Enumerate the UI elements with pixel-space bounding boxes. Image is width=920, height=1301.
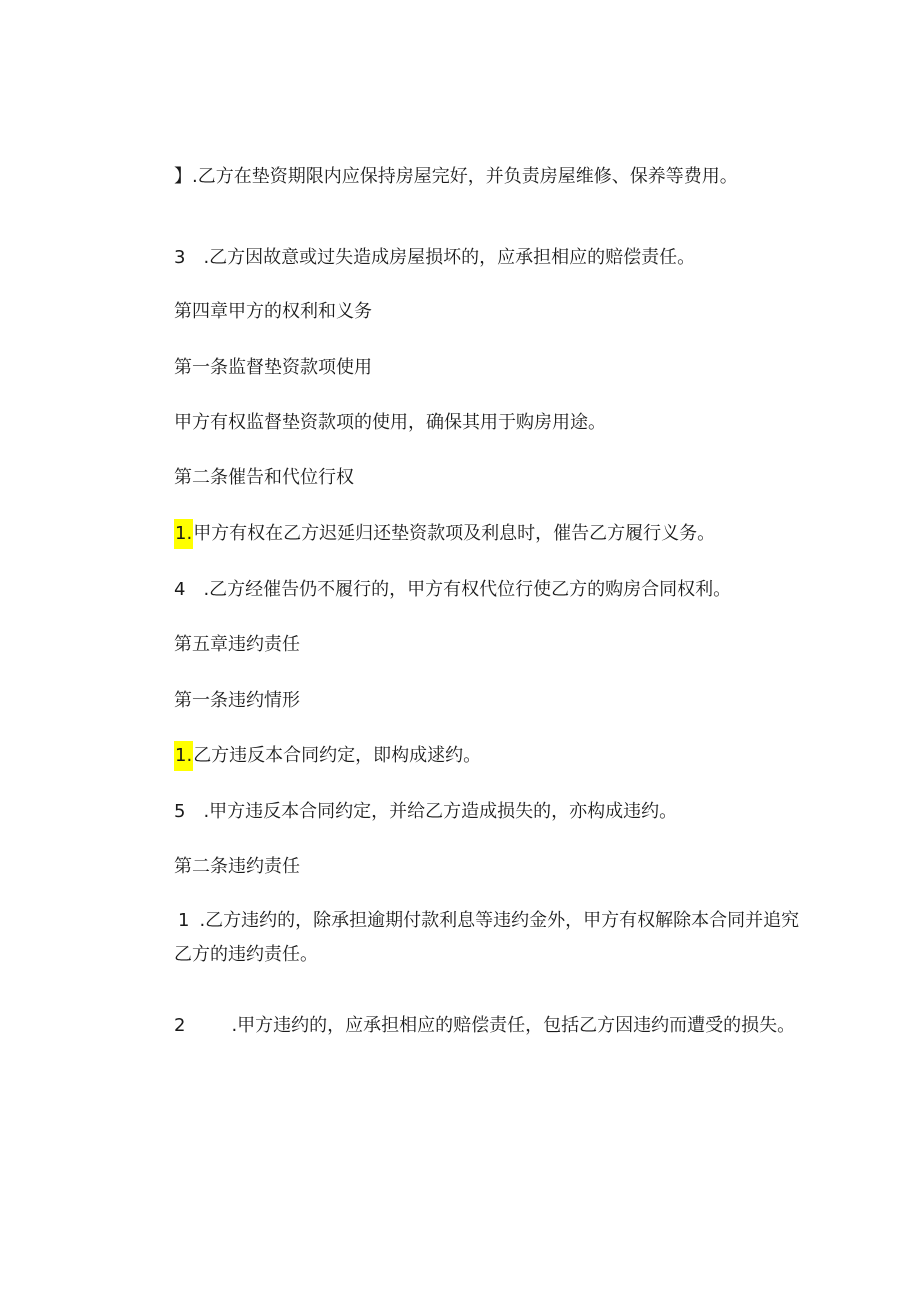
article-heading-demand: 第二条催告和代位行权 xyxy=(174,467,354,488)
paragraph-party-a-breach xyxy=(174,795,814,829)
paragraph-marker: 4 xyxy=(174,579,186,600)
article-heading-breach-liability: 第二条违约责任 xyxy=(174,856,300,877)
paragraph-marker: 】 xyxy=(174,166,192,187)
paragraph-party-a-liability xyxy=(174,1006,814,1046)
paragraph-text: 甲方有权在乙方迟延归还垫资款项及利息时，催告乙方履行义务。 xyxy=(193,523,716,544)
article-heading-breach-cases: 第一条违约情形 xyxy=(174,690,300,711)
paragraph-party-b-liability xyxy=(174,904,814,972)
paragraph-text: .乙方违约的，除承担逾期付款利息等违约金外，甲方有权解除本合同并追究乙方的违约责任。 xyxy=(174,910,800,965)
paragraph-text: 乙方违反本合同约定，即构成逑约。 xyxy=(193,745,482,766)
paragraph-text: .乙方因故意或过失造成房屋损坏的，应承担相应的赔偿责任。 xyxy=(203,247,696,268)
paragraph-marker: 1 xyxy=(178,910,190,931)
paragraph-marker: 5 xyxy=(174,801,186,822)
highlighted-marker: 1. xyxy=(174,741,193,771)
article-heading-supervise: 第一条监督垫资款项使用 xyxy=(174,357,372,378)
paragraph-marker: 3 xyxy=(174,247,186,268)
paragraph-marker: 2 xyxy=(174,1015,186,1036)
chapter-heading-4: 第四章甲方的权利和义务 xyxy=(174,301,372,322)
paragraph-text: .乙方经催告仍不履行的，甲方有权代位行使乙方的购房合同权利。 xyxy=(203,579,732,600)
paragraph-supervise-right: 甲方有权监督垫资款项的使用，确保其用于购房用途。 xyxy=(174,412,606,433)
paragraph-text: .乙方在垫资期限内应保持房屋完好，并负责房屋维修、保养等费用。 xyxy=(192,166,738,187)
highlighted-marker: 1. xyxy=(174,519,193,549)
paragraph-demand-right xyxy=(174,517,814,551)
paragraph-text: .甲方违约的，应承担相应的赔偿责任，包括乙方因违约而遭受的损失。 xyxy=(231,1015,796,1036)
paragraph-party-b-breach xyxy=(174,739,814,773)
paragraph-damage-liability xyxy=(174,241,814,275)
paragraph-maintenance xyxy=(174,160,814,194)
paragraph-text: .甲方违反本合同约定，并给乙方造成损失的，亦构成违约。 xyxy=(203,801,678,822)
paragraph-subrogation xyxy=(174,573,814,607)
chapter-heading-5: 第五章违约责任 xyxy=(174,634,300,655)
